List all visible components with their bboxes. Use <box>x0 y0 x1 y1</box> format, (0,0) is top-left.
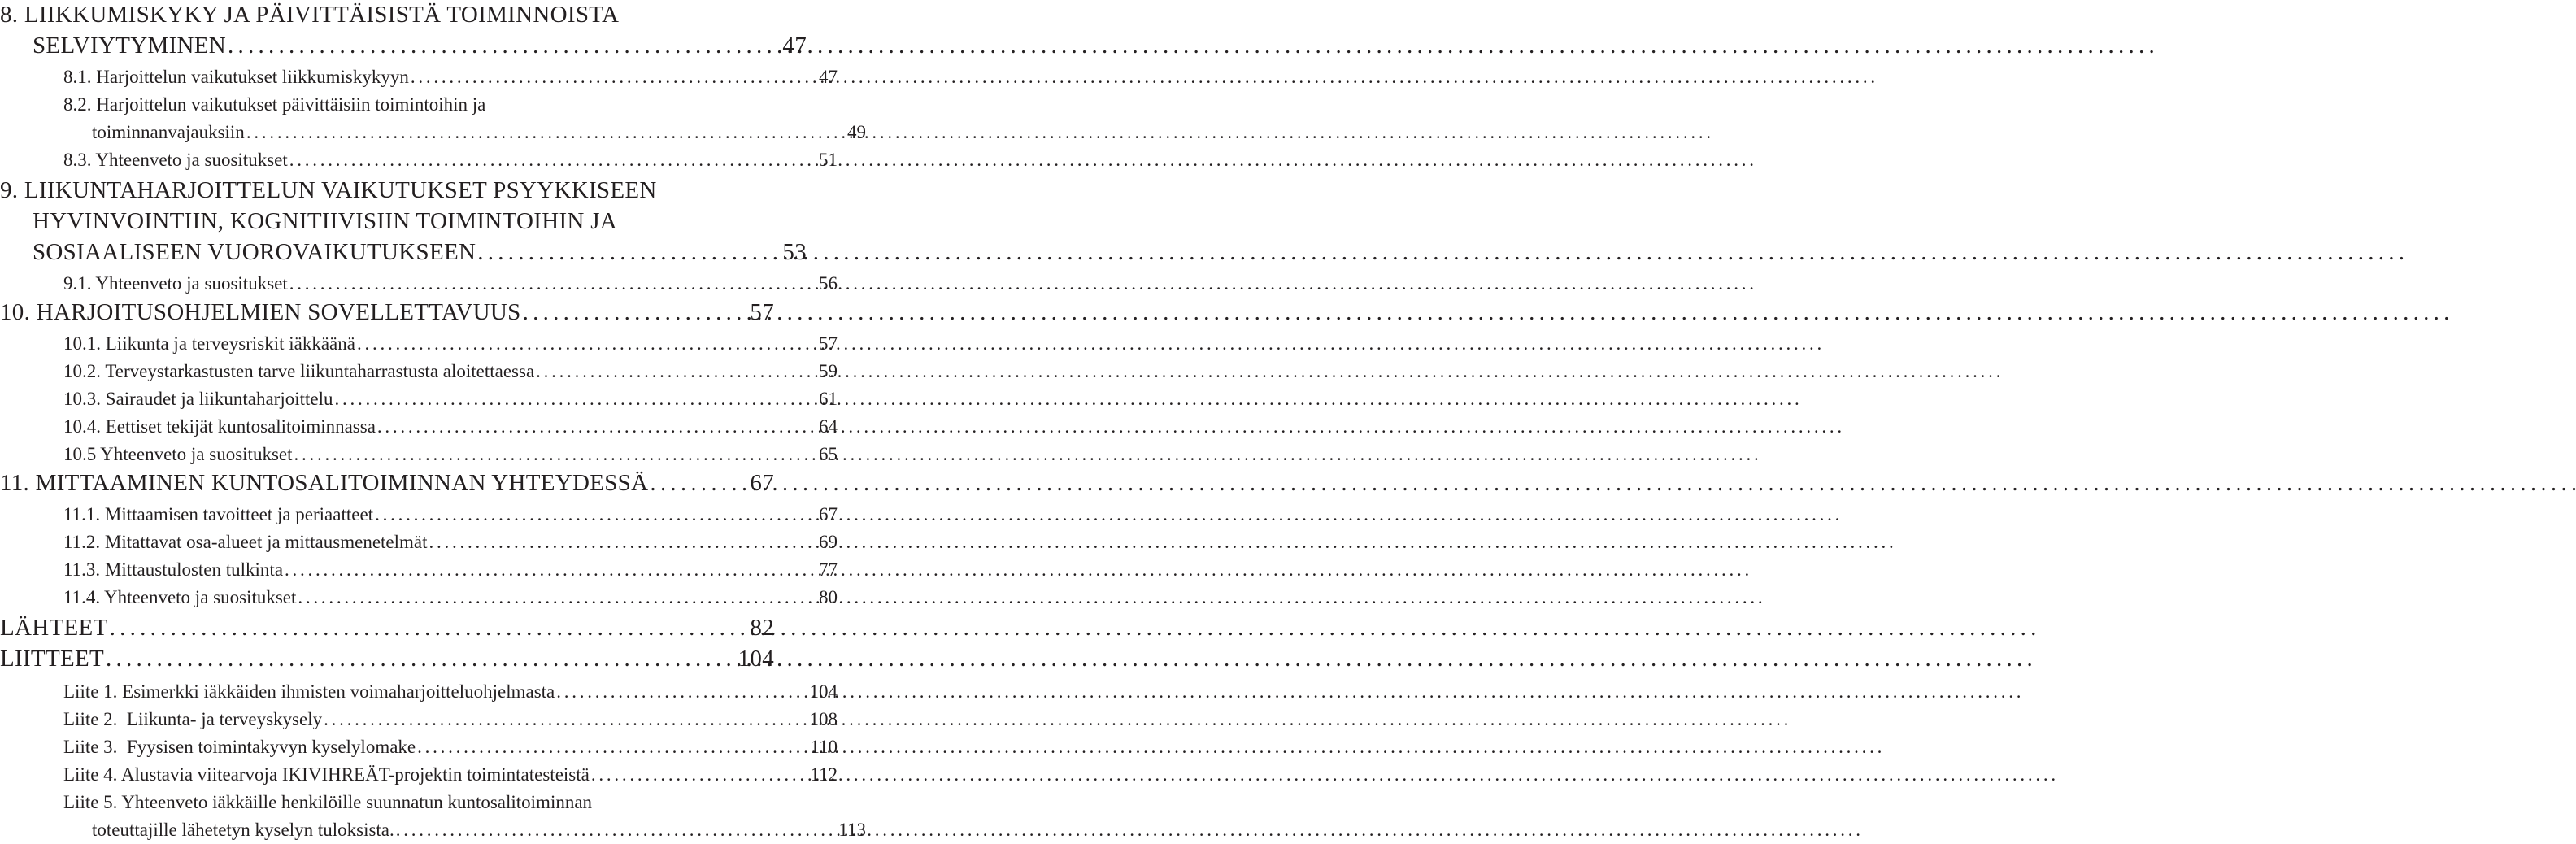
toc-entry-text: 11.3. Mittaustulosten tulkinta <box>63 559 284 580</box>
toc-entry-text: 10.1. Liikunta ja terveysriskit iäkkäänä <box>63 333 355 354</box>
toc-dot-leader <box>650 470 748 497</box>
toc-entry-text: LÄHTEET <box>0 615 108 641</box>
toc-dot-leader <box>289 150 817 171</box>
toc-page-number: 64 <box>819 416 838 437</box>
toc-heading-9-line2 <box>0 208 807 235</box>
toc-heading-9-line3[interactable] <box>0 239 807 266</box>
toc-dot-leader <box>285 559 817 581</box>
toc-entry-text: toteuttajille lähetetyn kyselyn tuloksista. <box>92 820 394 840</box>
toc-entry-text: 11.2. Mitattavat osa-alueet ja mittausmenetelmät <box>63 532 428 552</box>
toc-page-number: 108 <box>809 709 838 729</box>
toc-page-number: 57 <box>750 299 774 325</box>
toc-page-number: 112 <box>810 764 838 785</box>
toc-entry-text: 10.2. Terveystarkastusten tarve liikuntaharrastusta aloitettaessa <box>63 361 535 381</box>
toc-page-number: 104 <box>738 646 774 672</box>
toc-dot-leader <box>377 416 817 437</box>
toc-page-number: 49 <box>847 122 866 142</box>
toc-dot-leader <box>417 737 808 758</box>
toc-entry-text: 8.3. Yhteenveto ja suositukset <box>63 150 288 170</box>
toc-page-number: 51 <box>819 150 838 170</box>
toc-dot-leader <box>289 273 817 294</box>
toc-page-number: 47 <box>782 33 807 59</box>
toc-entry-10-1[interactable] <box>0 333 838 355</box>
toc-entry-text: Liite 2. Liikunta- ja terveyskysely <box>63 709 323 729</box>
toc-entry-10-3[interactable] <box>0 389 838 410</box>
toc-entry-8-2-line2[interactable] <box>0 122 866 143</box>
toc-entry-text: 10.3. Sairaudet ja liikuntaharjoittelu <box>63 389 333 409</box>
toc-heading-10[interactable] <box>0 299 774 326</box>
toc-entry-text: 9. LIIKUNTAHARJOITTELUN VAIKUTUKSET PSYYKKISEEN <box>0 177 657 203</box>
toc-dot-leader <box>110 615 749 642</box>
toc-entry-text: 10.5 Yhteenveto ja suositukset <box>63 444 293 464</box>
toc-dot-leader <box>228 33 781 59</box>
toc-entry-text: 8.1. Harjoittelun vaikutukset liikkumiskykyyn <box>63 67 409 87</box>
toc-dot-leader <box>411 67 817 88</box>
toc-heading-11[interactable] <box>0 470 774 497</box>
toc-dot-leader <box>106 646 737 672</box>
toc-entry-text: Liite 1. Esimerkki iäkkäiden ihmisten voimaharjoitteluohjelmasta <box>63 681 555 702</box>
toc-page-number: 61 <box>819 389 838 409</box>
toc-dot-leader <box>536 361 817 382</box>
toc-entry-text: SOSIAALISEEN VUOROVAIKUTUKSEEN <box>33 239 476 265</box>
toc-entry-11-4[interactable] <box>0 587 838 608</box>
toc-entry-text: Liite 3. Fyysisen toimintakyvyn kyselylomake <box>63 737 416 757</box>
table-of-contents <box>0 0 866 844</box>
toc-dot-leader <box>357 333 817 355</box>
toc-entry-11-1[interactable] <box>0 504 838 525</box>
toc-entry-liite-5-line1 <box>0 792 838 813</box>
toc-page-number: 67 <box>750 470 774 496</box>
toc-entry-text: 8. LIIKKUMISKYKY JA PÄIVITTÄISISTÄ TOIMINNOISTA <box>0 2 620 28</box>
toc-entry-9-1[interactable] <box>0 273 838 294</box>
toc-entry-liite-4[interactable] <box>0 764 838 785</box>
toc-page-number: 69 <box>819 532 838 552</box>
toc-entry-11-2[interactable] <box>0 532 838 553</box>
toc-page-number: 77 <box>819 559 838 580</box>
toc-page-number: 67 <box>819 504 838 524</box>
toc-entry-8-3[interactable] <box>0 150 838 171</box>
toc-entry-text: 8.2. Harjoittelun vaikutukset päivittäisiin toimintoihin ja <box>63 94 486 115</box>
toc-entry-liite-3[interactable] <box>0 737 838 758</box>
toc-entry-text: LIITTEET <box>0 646 105 672</box>
toc-entry-liite-2[interactable] <box>0 709 838 730</box>
toc-dot-leader <box>556 681 807 703</box>
toc-entry-10-5[interactable] <box>0 444 838 465</box>
toc-dot-leader <box>523 299 749 326</box>
toc-dot-leader <box>298 587 817 608</box>
toc-page-number: 80 <box>819 587 838 607</box>
toc-entry-11-3[interactable] <box>0 559 838 581</box>
toc-dot-leader <box>477 239 781 266</box>
toc-entry-10-2[interactable] <box>0 361 838 382</box>
toc-entry-text: toiminnanvajauksiin <box>92 122 245 142</box>
toc-entry-liite-5-line2[interactable] <box>0 820 866 841</box>
toc-heading-liitteet[interactable] <box>0 646 774 672</box>
toc-entry-text: 10. HARJOITUSOHJELMIEN SOVELLETTAVUUS <box>0 299 521 325</box>
toc-heading-9-line1 <box>0 177 774 204</box>
toc-dot-leader <box>429 532 817 553</box>
toc-page-number: 110 <box>810 737 838 757</box>
toc-entry-text: Liite 4. Alustavia viitearvoja IKIVIHREÄT-projektin toimintatesteistä <box>63 764 590 785</box>
toc-heading-8-line2[interactable] <box>0 33 807 59</box>
toc-dot-leader <box>246 122 846 143</box>
toc-entry-text: 10.4. Eettiset tekijät kuntosalitoiminnassa <box>63 416 376 437</box>
toc-page-number: 113 <box>838 820 866 840</box>
toc-heading-8-line1 <box>0 2 774 28</box>
toc-entry-10-4[interactable] <box>0 416 838 437</box>
toc-entry-text: 11. MITTAAMINEN KUNTOSALITOIMINNAN YHTEYDESSÄ <box>0 470 649 496</box>
toc-page-number: 65 <box>819 444 838 464</box>
toc-entry-text: HYVINVOINTIIN, KOGNITIIVISIIN TOIMINTOIHIN JA <box>33 208 618 234</box>
toc-dot-leader <box>335 389 817 410</box>
toc-entry-8-2-line1 <box>0 94 838 115</box>
toc-entry-liite-1[interactable] <box>0 681 838 703</box>
toc-page-number: 82 <box>750 615 774 641</box>
toc-page-number: 104 <box>809 681 838 702</box>
toc-page-number: 56 <box>819 273 838 294</box>
toc-entry-text: 11.4. Yhteenveto ja suositukset <box>63 587 297 607</box>
toc-page-number: 53 <box>782 239 807 265</box>
toc-dot-leader <box>324 709 807 730</box>
toc-dot-leader <box>375 504 817 525</box>
toc-entry-text: 11.1. Mittaamisen tavoitteet ja periaatteet <box>63 504 374 524</box>
toc-dot-leader <box>294 444 818 465</box>
toc-heading-lahteet[interactable] <box>0 615 774 642</box>
toc-page-number: 59 <box>819 361 838 381</box>
toc-entry-text: SELVIYTYMINEN <box>33 33 227 59</box>
toc-entry-8-1[interactable] <box>0 67 838 88</box>
toc-dot-leader <box>591 764 809 785</box>
toc-entry-text: 9.1. Yhteenveto ja suositukset <box>63 273 288 294</box>
toc-dot-leader <box>396 820 838 841</box>
toc-entry-text: Liite 5. Yhteenveto iäkkäille henkilöille suunnatun kuntosalitoiminnan <box>63 792 593 812</box>
toc-page-number: 47 <box>819 67 838 87</box>
toc-page-number: 57 <box>819 333 838 354</box>
